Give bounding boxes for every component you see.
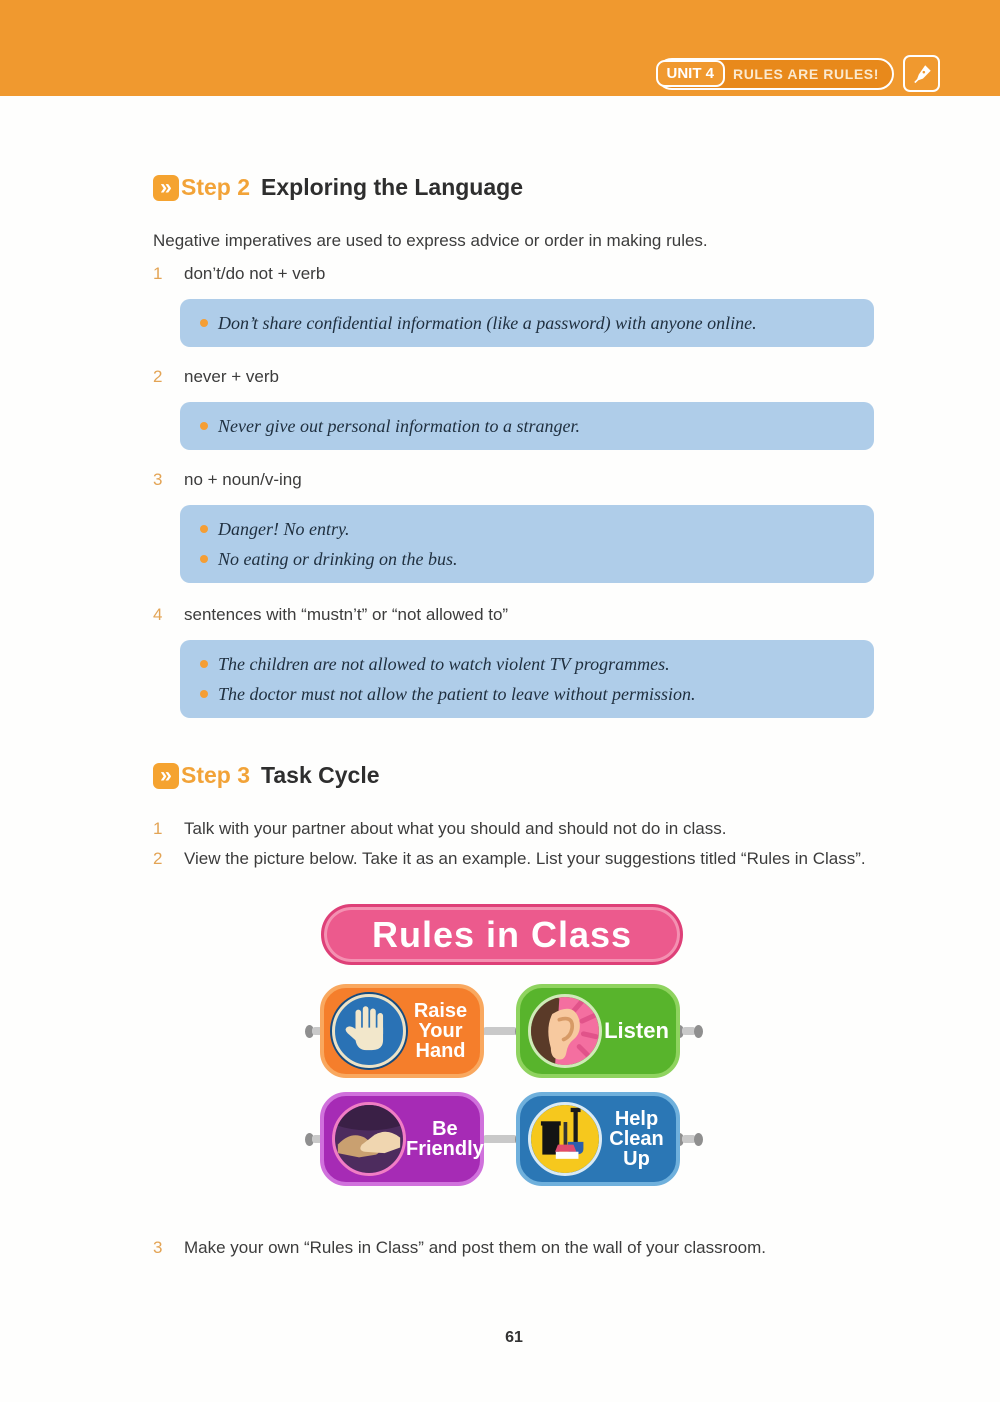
badge-listen [516, 984, 680, 1078]
example-text: No eating or drinking on the bus. [218, 549, 458, 569]
item-number: 1 [153, 819, 163, 838]
example-line [200, 682, 854, 706]
item-text: Talk with your partner about what you should and should not do in class. [184, 819, 727, 838]
step2-heading [153, 174, 875, 201]
unit-pill [656, 58, 895, 90]
handshake-icon [332, 1102, 406, 1176]
example-text: The children are not allowed to watch violent TV programmes. [218, 654, 670, 674]
badge-label: Listen [604, 1018, 669, 1043]
item-label: sentences with “mustn’t” or “not allowed to” [184, 605, 509, 624]
badge-raise-your-hand [320, 984, 484, 1078]
item-number: 1 [153, 264, 163, 283]
example-text: Never give out personal information to a stranger. [218, 416, 580, 436]
page-number: 61 [505, 1329, 523, 1346]
item-number: 3 [153, 1238, 163, 1257]
list-item [153, 366, 875, 388]
bullet-icon [200, 660, 208, 668]
bullet-icon [200, 319, 208, 327]
example-line [200, 414, 854, 438]
item-number: 4 [153, 605, 163, 624]
poster-title-banner [321, 904, 683, 965]
item-text: Make your own “Rules in Class” and post them on the wall of your classroom. [184, 1238, 767, 1257]
bullet-icon [200, 525, 208, 533]
poster-title: Rules in Class [371, 913, 633, 955]
list-item [153, 1237, 875, 1259]
list-item [153, 604, 875, 626]
item-label: don’t/do not + verb [184, 264, 326, 283]
example-line [200, 547, 854, 571]
example-box [180, 505, 874, 583]
example-text: Danger! No entry. [218, 519, 350, 539]
badge-label: Help Clean Up [609, 1108, 664, 1170]
ear-icon [528, 994, 602, 1068]
cleaning-tools-icon [528, 1102, 602, 1176]
example-box [180, 402, 874, 450]
badge-help-clean-up [516, 1092, 680, 1186]
double-chevron-icon: » [153, 763, 179, 789]
item-label: no + noun/v-ing [184, 470, 302, 489]
double-chevron-icon: » [153, 175, 179, 201]
list-item [153, 818, 875, 840]
badge-label: Be Friendly [406, 1118, 484, 1160]
rules-in-class-poster [318, 904, 690, 1190]
fountain-pen-icon [903, 55, 940, 92]
bullet-icon [200, 422, 208, 430]
badge-be-friendly [320, 1092, 484, 1186]
step2-title: Exploring the Language [261, 174, 523, 200]
unit-title: RULES ARE RULES! [733, 65, 879, 82]
item-number: 3 [153, 470, 163, 489]
item-number: 2 [153, 849, 163, 868]
step3-label: Step 3 [181, 762, 251, 788]
item-label: never + verb [184, 367, 279, 386]
unit-header [656, 55, 941, 92]
example-line [200, 517, 854, 541]
step3-title: Task Cycle [261, 762, 380, 788]
step3-heading [153, 762, 875, 789]
list-item [153, 263, 875, 285]
unit-label: UNIT 4 [656, 60, 726, 87]
item-text: View the picture below. Take it as an example. List your suggestions titled “Rules in Class”. [184, 849, 866, 868]
example-text: The doctor must not allow the patient to leave without permission. [218, 684, 696, 704]
example-line [200, 652, 854, 676]
example-box [180, 640, 874, 718]
example-box [180, 299, 874, 347]
list-item [153, 848, 875, 870]
header-band [0, 0, 1000, 96]
example-text: Don’t share confidential information (like a password) with anyone online. [218, 313, 757, 333]
page-content [153, 0, 875, 1347]
step2-label: Step 2 [181, 174, 251, 200]
badge-label: Raise Your Hand [413, 1000, 468, 1062]
example-line [200, 311, 854, 335]
bullet-icon [200, 690, 208, 698]
item-number: 2 [153, 367, 163, 386]
step2-intro: Negative imperatives are used to express advice or order in making rules. [153, 231, 708, 250]
list-item [153, 469, 875, 491]
bullet-icon [200, 555, 208, 563]
raised-hand-icon [332, 994, 406, 1068]
